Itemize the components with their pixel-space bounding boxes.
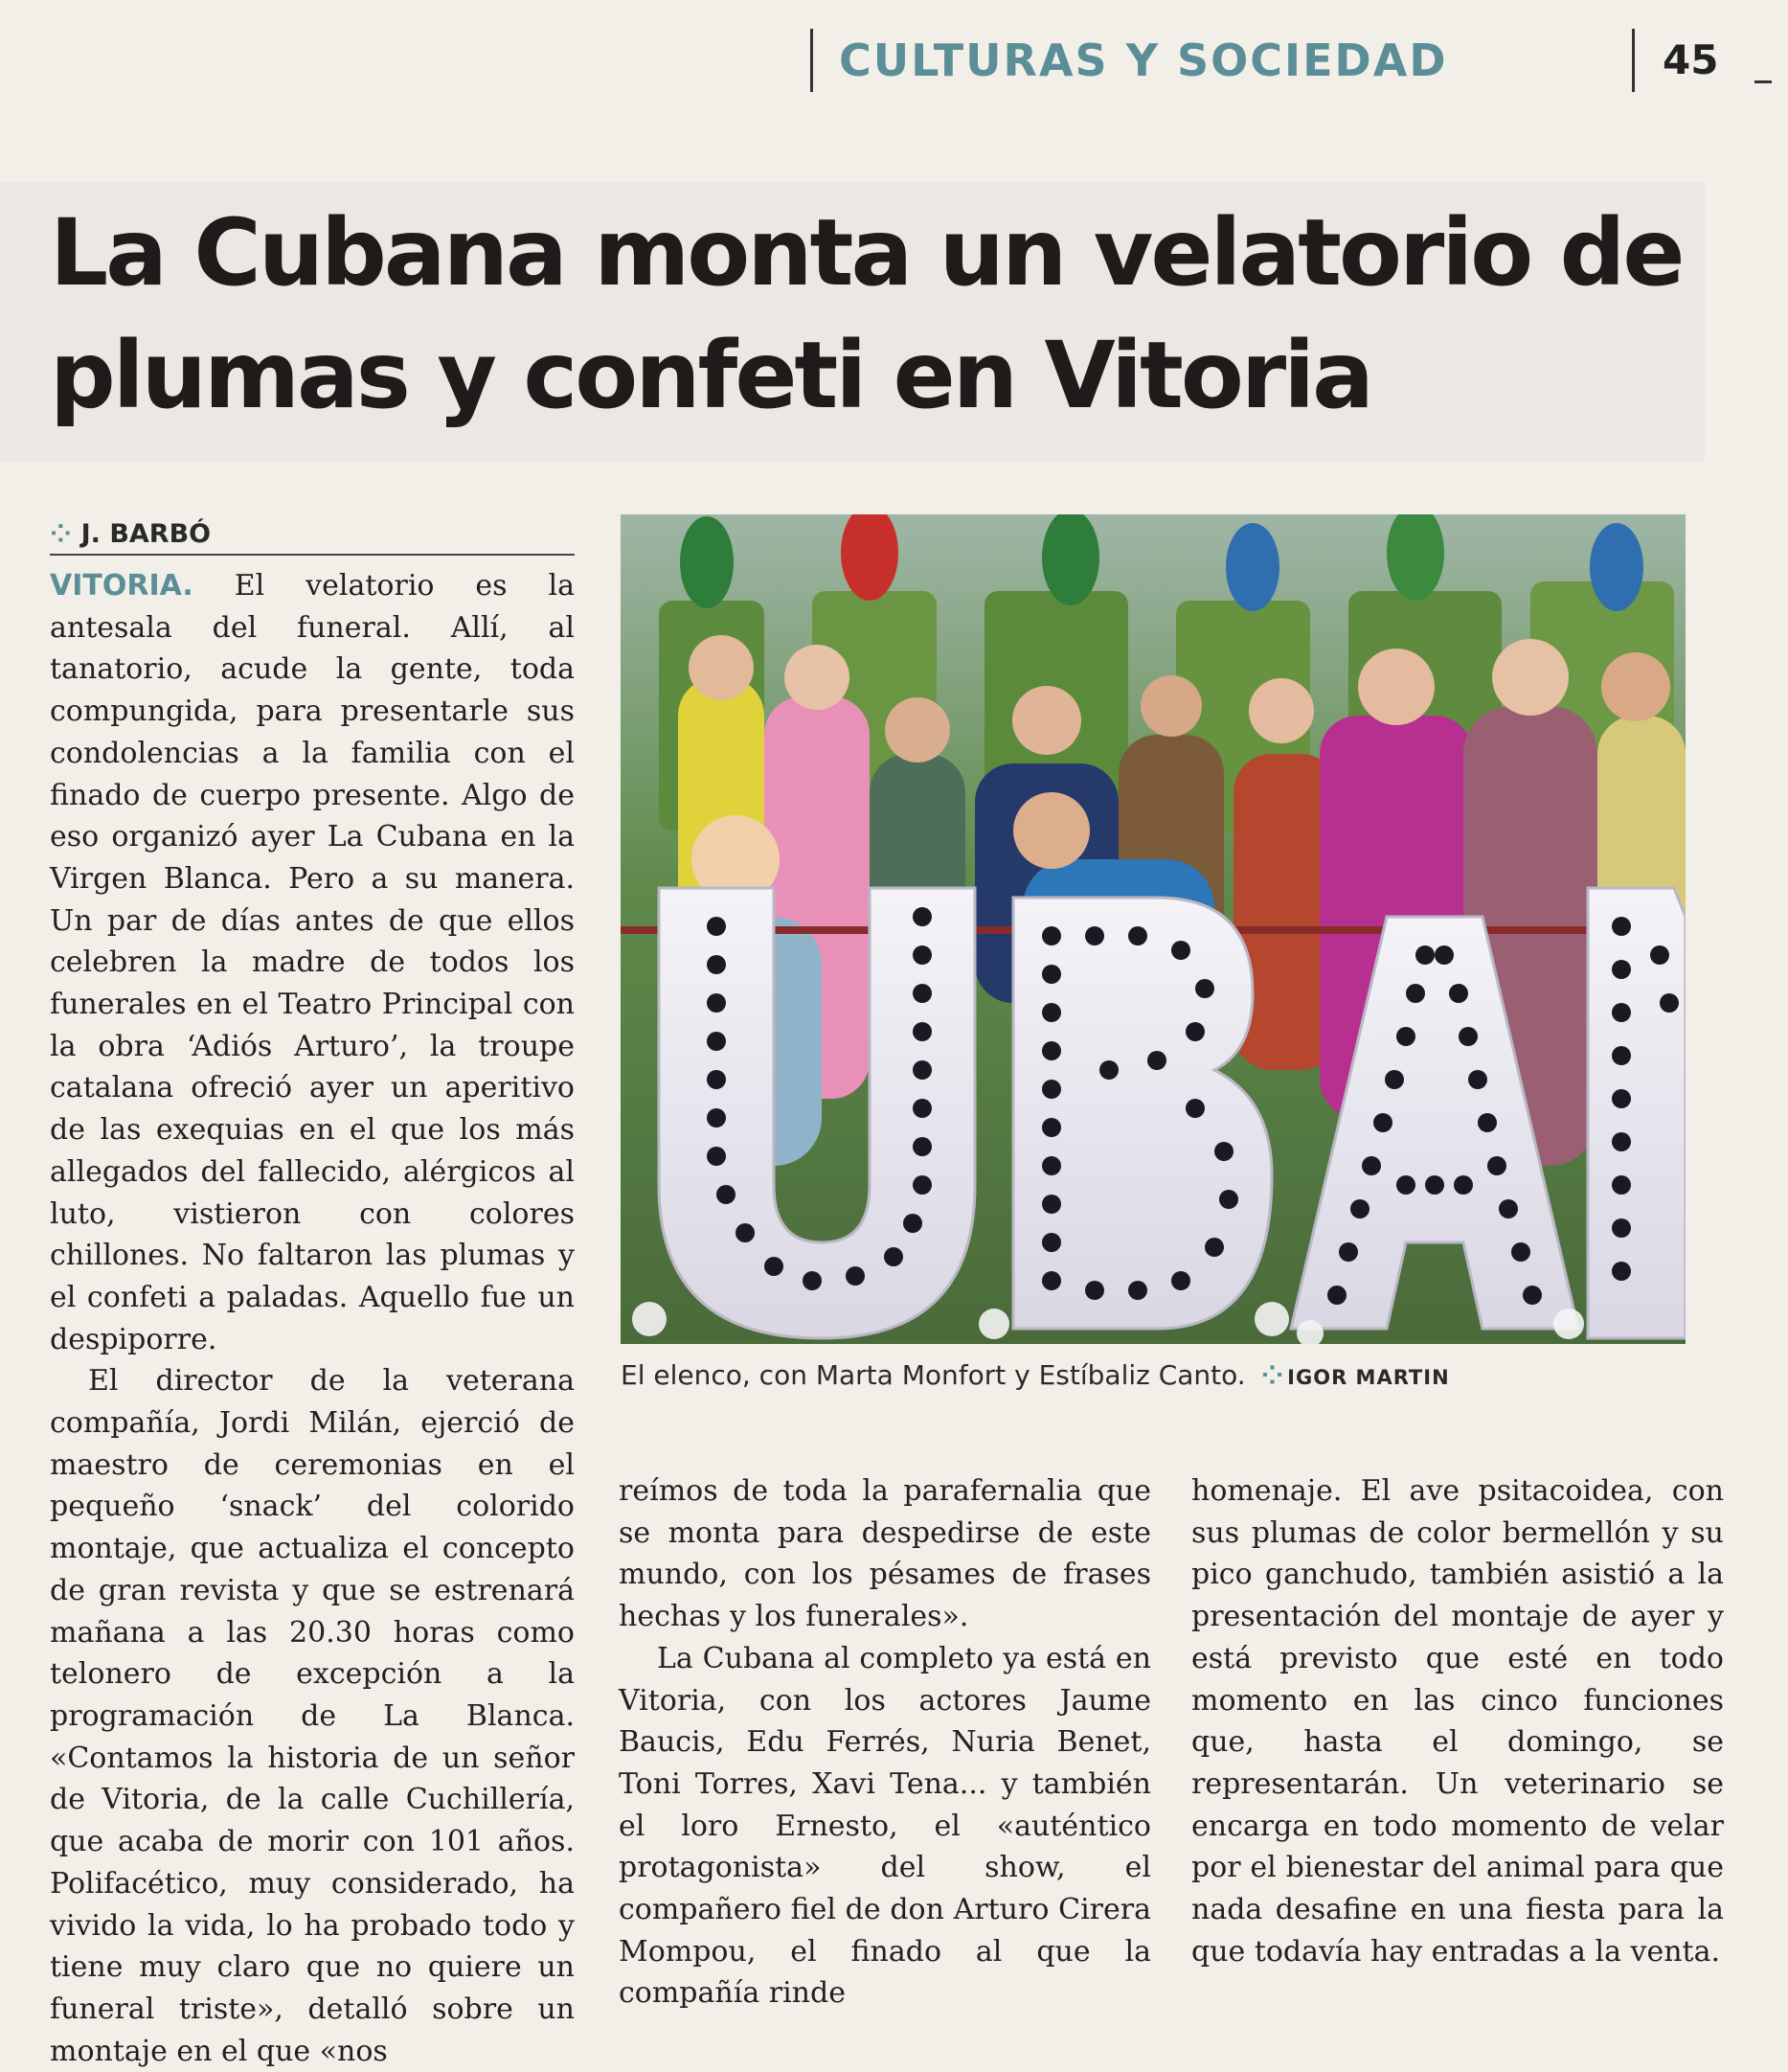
photo-credit: IGOR MARTIN xyxy=(1287,1366,1450,1389)
person-head xyxy=(1141,675,1202,737)
paragraph-text: El velatorio es la antesala del funeral. Allí, al tanatorio, acude la gente, toda compungida, para presentarle sus condolencias a la familia con el finado de cuerpo presente. Algo de eso organizó ayer La Cubana en la Virgen Blanca. Pero a su manera. Un par de días antes de que ellos celebren la madre de todos los funerales en el Teatro Principal con la obra ‘Adiós Arturo’, la troupe catalana ofreció ayer un aperitivo de las exequias en el que los más allegados del fallecido, alérgicos al luto, vistieron con colores chillones. No faltaron las plumas y el confeti a paladas. Aquello fue un despiporre. xyxy=(50,569,575,1356)
credit-dots-icon: ⁘ xyxy=(1260,1359,1282,1391)
byline xyxy=(50,515,575,554)
byline-rule xyxy=(50,554,575,556)
byline-dots-icon: ⁘ xyxy=(50,519,70,549)
corner-mark xyxy=(1754,80,1772,83)
section-title: CULTURAS Y SOCIEDAD xyxy=(839,34,1448,86)
dateline: VITORIA. xyxy=(50,569,193,603)
paragraph: homenaje. El ave psitacoidea, con sus plumas de color bermellón y su pico ganchudo, también asistió a la presentación del montaje de ayer y está previsto que esté en todo momento en las cinco funciones que, hasta el domingo, se representarán. Un veterinario se encarga en todo momento de velar por el bienestar del animal para que nada desafine en una fiesta para la que todavía hay entradas a la venta. xyxy=(1191,1474,1724,1969)
section-divider-left xyxy=(810,29,813,92)
person-head xyxy=(885,697,950,763)
person-head xyxy=(1249,678,1314,743)
paragraph xyxy=(50,565,575,1360)
photo-caption xyxy=(621,1354,1686,1398)
parrot xyxy=(1590,523,1643,611)
article-photo xyxy=(621,514,1686,1344)
paragraph: reímos de toda la parafernalia que se monta para despedirse de este mundo, con los pésames de frases hechas y los funerales». xyxy=(619,1474,1151,1634)
parrot xyxy=(680,516,734,608)
person-head xyxy=(1492,639,1569,716)
sign-letter-n xyxy=(1588,888,1686,1338)
article-column-3 xyxy=(1191,1470,1724,1988)
article-column-1 xyxy=(50,565,575,2068)
parrot xyxy=(1226,523,1279,611)
photo-illustration xyxy=(621,514,1686,1344)
page-number: 45 xyxy=(1663,36,1719,83)
paragraph: La Cubana al completo ya está en Vitoria, con los actores Jaume Baucis, Edu Ferrés, Nuria Benet, Toni Torres, Xavi Tena... y también el loro Ernesto, el «auténtico protagonista» del show, el compañero fiel de don Arturo Cirera Mompou, el finado al que la compañía rinde xyxy=(619,1641,1151,2011)
person-head xyxy=(784,645,849,710)
person-head xyxy=(689,635,754,700)
person-head xyxy=(1013,792,1090,869)
paragraph: El director de la veterana compañía, Jordi Milán, ejerció de maestro de ceremonias en el pequeño ‘snack’ del colorido montaje, que actualiza el concepto de gran revista y que se estrenará mañana a las 20.30 horas como telonero de excepción a la programación de La Blanca. «Contamos la historia de un señor de Vitoria, de la calle Cuchillería, que acaba de morir con 101 años. Polifacético, muy considerado, ha vivido la vida, lo ha probado todo y tiene muy claro que no quiere un funeral triste», detalló sobre un montaje en el que «nos xyxy=(50,1364,575,2068)
article-column-2 xyxy=(619,1470,1151,2011)
person-head xyxy=(1601,652,1670,721)
headline: La Cubana monta un velatorio de plumas y confeti en Vitoria xyxy=(50,199,1683,429)
section-divider-right xyxy=(1632,29,1635,92)
person-head xyxy=(1012,686,1081,755)
byline-author: J. BARBÓ xyxy=(80,519,212,549)
person-head xyxy=(1358,649,1435,725)
sign-letter-b xyxy=(1013,898,1272,1329)
caption-text: El elenco, con Marta Monfort y Estíbaliz Canto. xyxy=(621,1359,1246,1391)
